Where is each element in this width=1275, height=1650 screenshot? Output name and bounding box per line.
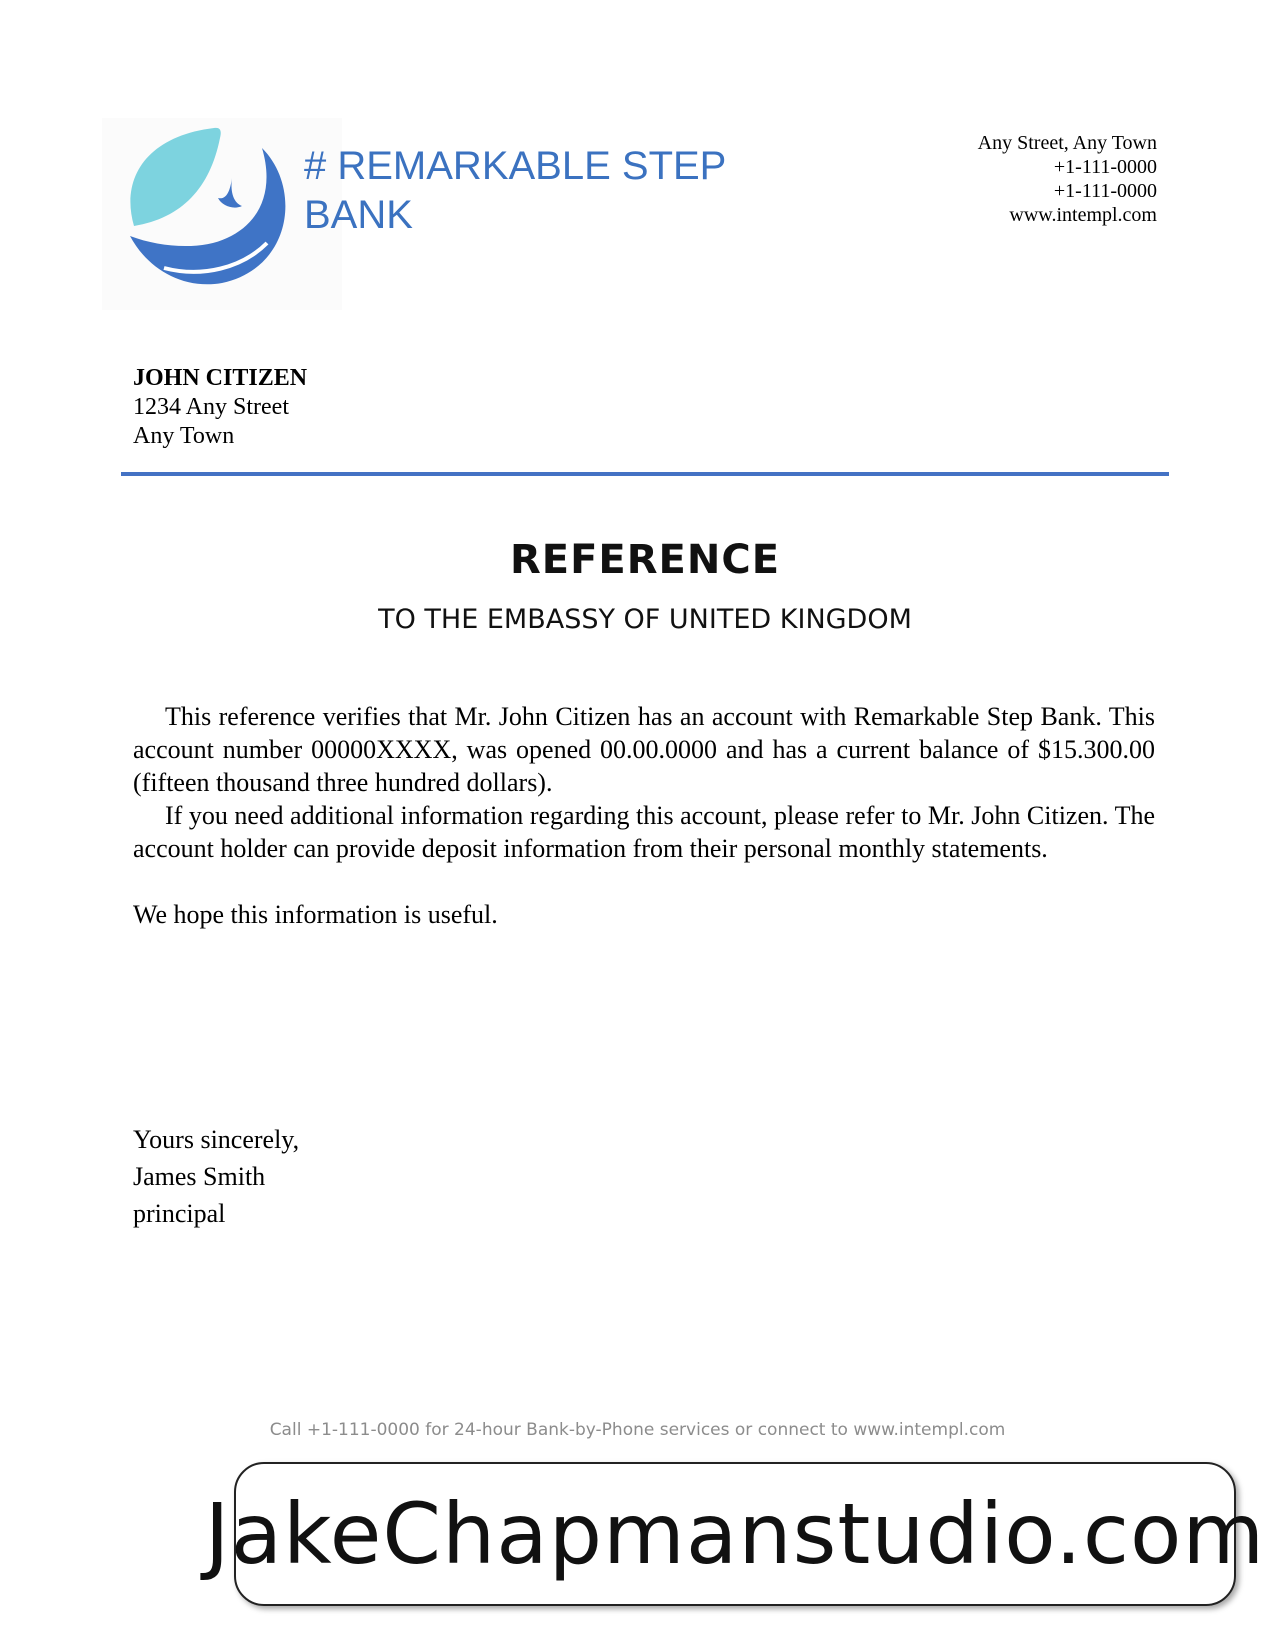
body-paragraph: If you need additional information regarding this account, please refer to Mr. John Citizen. The account holder can provide deposit information from their personal monthly statements. xyxy=(133,801,1155,863)
recipient-street: 1234 Any Street xyxy=(133,394,289,420)
body-paragraph: This reference verifies that Mr. John Citizen has an account with Remarkable Step Bank. This account number 00000XXXX, was opened 00.00.0000 and has a current balance of $15.300.00 (fifteen thousand three hundred dollars). xyxy=(133,702,1155,797)
recipient-address-block xyxy=(133,364,533,451)
document-subtitle: TO THE EMBASSY OF UNITED KINGDOM xyxy=(378,604,912,635)
bank-address: Any Street, Any Town xyxy=(977,132,1157,154)
closing-block xyxy=(133,1121,633,1232)
body-paragraph: We hope this information is useful. xyxy=(133,900,498,929)
signer-title: principal xyxy=(133,1199,226,1228)
letter-body xyxy=(133,700,1155,931)
footer-note: Call +1-111-0000 for 24-hour Bank-by-Phone services or connect to www.intempl.com xyxy=(269,1420,1006,1440)
document-title: REFERENCE xyxy=(509,537,781,583)
bank-phone-1: +1-111-0000 xyxy=(1053,156,1157,178)
closing-salutation: Yours sincerely, xyxy=(133,1125,300,1154)
bank-website: www.intempl.com xyxy=(1009,204,1157,226)
bank-name: # REMARKABLE STEP BANK xyxy=(304,144,726,237)
bank-phone-2: +1-111-0000 xyxy=(1053,180,1157,202)
watermark-banner: JakeChapmanstudio.com xyxy=(234,1462,1236,1606)
bank-contact-block xyxy=(757,131,1157,227)
recipient-name: JOHN CITIZEN xyxy=(133,365,308,391)
recipient-town: Any Town xyxy=(133,423,235,449)
signer-name: James Smith xyxy=(133,1162,266,1191)
header-divider xyxy=(121,472,1169,476)
